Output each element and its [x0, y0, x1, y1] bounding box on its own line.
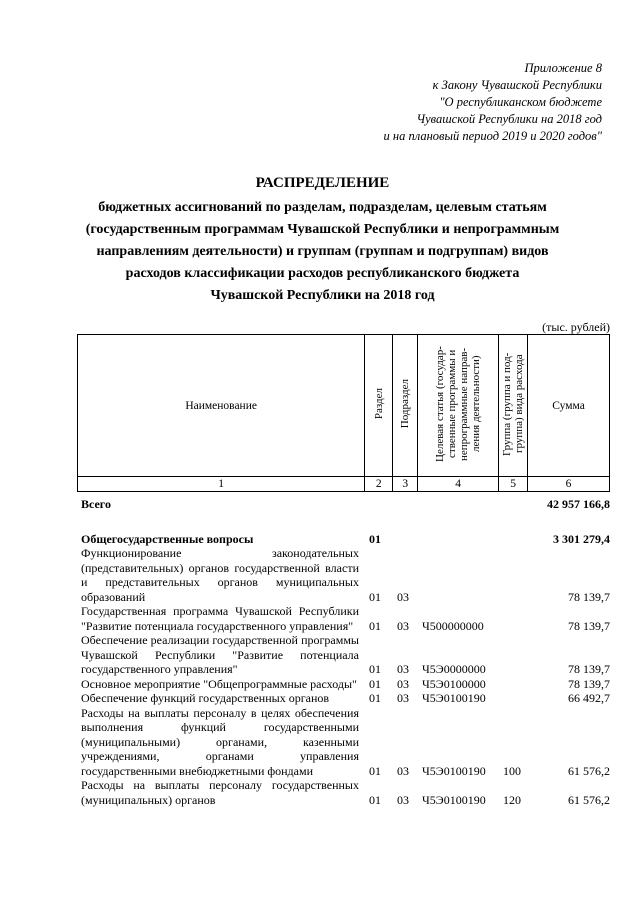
title-main: РАСПРЕДЕЛЕНИЕ	[255, 175, 390, 191]
row-target: Ч5Э0100190	[422, 792, 486, 807]
row-razdel: 01	[369, 589, 381, 604]
row-razdel: 01	[369, 618, 381, 633]
table-row	[81, 604, 610, 633]
row-name: Функционирование законодательных (представительных) органов государственной власти и представительных органов муниципальных образований	[81, 546, 359, 604]
row-podrazdel: 03	[397, 676, 409, 691]
title-line: расходов классификации расходов республиканского бюджета	[125, 266, 520, 281]
row-razdel: 01	[369, 691, 381, 705]
row-name: Обеспечение функций государственных органов	[81, 691, 330, 705]
header-target: Целевая статья (государ-ственные программы и непрограммные направ-ления деятельности)	[418, 335, 499, 477]
table-row	[81, 546, 610, 604]
row-razdel: 01	[369, 531, 381, 546]
row-sum: 78 139,7	[568, 618, 610, 633]
row-razdel: 01	[369, 792, 381, 807]
row-target: Ч5Э0000000	[422, 662, 486, 676]
row-razdel: 01	[369, 763, 381, 778]
column-number: 6	[528, 477, 610, 492]
header-sum: Сумма	[528, 335, 610, 477]
row-podrazdel: 03	[397, 691, 409, 705]
row-group: 120	[503, 792, 521, 807]
row-target: Ч500000000	[422, 618, 484, 633]
row-podrazdel: 03	[397, 589, 409, 604]
table-row	[81, 706, 610, 779]
row-target: Ч5Э0100190	[422, 691, 486, 705]
table-row-total	[81, 497, 610, 512]
table-row	[81, 778, 610, 807]
row-name: Расходы на выплаты персоналу государственных (муниципальных) органов	[81, 778, 359, 807]
row-razdel: 01	[369, 676, 381, 691]
row-sum: 3 301 279,4	[553, 531, 610, 546]
appendix-line: Чувашской Республики на 2018 год	[416, 112, 602, 126]
appendix-line: "О республиканском бюджете	[439, 95, 602, 109]
budget-rows	[81, 497, 610, 807]
row-podrazdel: 03	[397, 662, 409, 676]
row-podrazdel: 03	[397, 618, 409, 633]
document-title	[60, 172, 585, 307]
row-sum: 78 139,7	[568, 589, 610, 604]
column-number-row	[78, 477, 610, 492]
column-number: 5	[499, 477, 528, 492]
row-name: Основное мероприятие "Общепрограммные расходы"	[81, 676, 357, 691]
title-line: Чувашской Республики на 2018 год	[210, 288, 435, 303]
title-line: направлениям деятельности) и группам (группам и подгруппам) видов	[96, 244, 549, 259]
appendix-line: к Закону Чувашской Республики	[432, 78, 602, 92]
row-group: 100	[503, 763, 521, 778]
appendix-line: Приложение 8	[524, 61, 602, 75]
appendix-line: и на плановый период 2019 и 2020 годов"	[383, 129, 602, 143]
column-number: 3	[393, 477, 418, 492]
row-sum: 42 957 166,8	[547, 497, 610, 511]
row-podrazdel: 03	[397, 792, 409, 807]
table-row	[81, 633, 610, 677]
column-number: 1	[78, 477, 365, 492]
row-target: Ч5Э0100190	[422, 763, 486, 778]
column-number: 2	[365, 477, 393, 492]
row-sum: 78 139,7	[568, 662, 610, 676]
row-name: Расходы на выплаты персоналу в целях обеспечения выполнения функций государственными (муниципальными) органами, казенными учреждениями, органами управления государственными внебюджетными фондами	[81, 705, 359, 778]
row-target: Ч5Э0100000	[422, 676, 486, 691]
table-row	[81, 532, 610, 547]
title-line: (государственным программам Чувашской Республики и непрограммным	[85, 222, 560, 237]
row-sum: 61 576,2	[568, 792, 610, 807]
appendix-header	[342, 60, 602, 145]
row-razdel: 01	[369, 662, 381, 676]
title-line: бюджетных ассигнований по разделам, подразделам, целевым статьям	[98, 200, 547, 215]
header-table	[77, 334, 610, 492]
row-name: Государственная программа Чувашской Республики "Развитие потенциала государственного управления"	[81, 604, 359, 633]
row-name: Всего	[81, 497, 111, 511]
header-razdel: Раздел	[365, 335, 393, 477]
row-name: Общегосударственные вопросы	[81, 531, 254, 546]
header-name: Наименование	[78, 335, 365, 477]
table-row	[81, 677, 610, 692]
table-row	[81, 691, 610, 706]
header-group: Группа (группа и под-группа) вида расхода	[499, 335, 528, 477]
row-sum: 66 492,7	[568, 691, 610, 705]
header-podrazdel: Подраздел	[393, 335, 418, 477]
row-name: Обеспечение реализации государственной программы Чувашской Республики "Развитие потенциала государственного управления"	[81, 633, 359, 676]
row-sum: 61 576,2	[568, 763, 610, 778]
column-number: 4	[418, 477, 499, 492]
row-podrazdel: 03	[397, 763, 409, 778]
row-sum: 78 139,7	[568, 676, 610, 691]
units-label: (тыс. рублей)	[542, 320, 610, 334]
